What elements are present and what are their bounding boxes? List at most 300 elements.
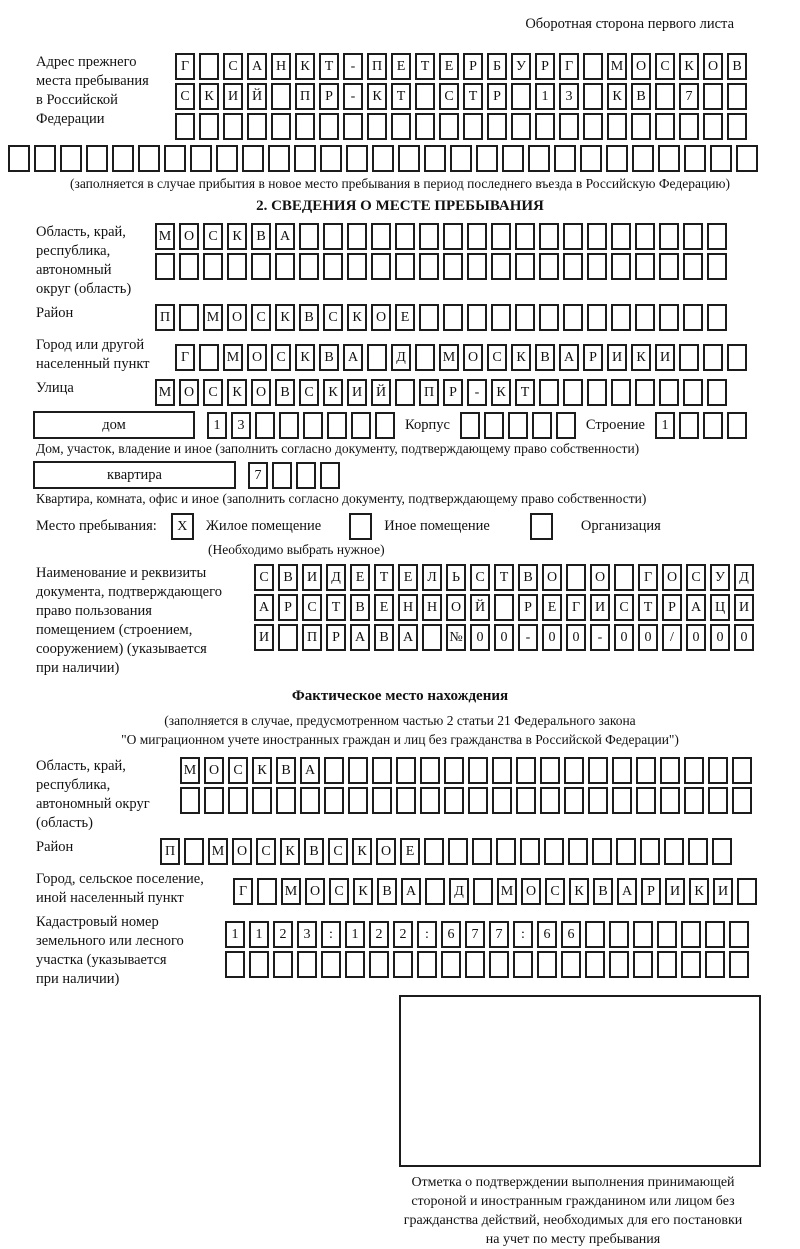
char-box[interactable] [422, 624, 442, 651]
char-box[interactable]: А [343, 344, 363, 371]
char-box[interactable]: И [655, 344, 675, 371]
char-box[interactable] [492, 757, 512, 784]
char-box[interactable]: С [302, 594, 322, 621]
char-box[interactable] [684, 145, 706, 172]
char-box[interactable] [467, 253, 487, 280]
char-box[interactable]: О [542, 564, 562, 591]
char-box[interactable] [367, 344, 387, 371]
char-box[interactable] [655, 83, 675, 110]
char-box[interactable] [612, 787, 632, 814]
char-box[interactable]: Й [371, 379, 391, 406]
char-box[interactable]: 3 [559, 83, 579, 110]
char-box[interactable]: 0 [566, 624, 586, 651]
char-box[interactable]: А [559, 344, 579, 371]
char-box[interactable] [420, 757, 440, 784]
char-box[interactable] [443, 304, 463, 331]
char-box[interactable] [539, 253, 559, 280]
char-box[interactable]: П [302, 624, 322, 651]
char-box[interactable] [190, 145, 212, 172]
char-box[interactable] [611, 253, 631, 280]
char-box[interactable] [441, 951, 461, 978]
char-box[interactable]: 0 [470, 624, 490, 651]
char-box[interactable] [683, 379, 703, 406]
char-box[interactable] [566, 564, 586, 591]
char-box[interactable]: Г [638, 564, 658, 591]
char-box[interactable] [476, 145, 498, 172]
char-box[interactable] [732, 757, 752, 784]
char-box[interactable] [450, 145, 472, 172]
char-box[interactable] [635, 223, 655, 250]
checkbox-other-premises[interactable] [349, 513, 372, 540]
char-box[interactable] [729, 951, 749, 978]
char-box[interactable]: Д [326, 564, 346, 591]
char-box[interactable]: М [497, 878, 517, 905]
char-box[interactable] [180, 787, 200, 814]
char-box[interactable] [271, 113, 291, 140]
char-box[interactable]: Г [233, 878, 253, 905]
char-box[interactable] [425, 878, 445, 905]
char-box[interactable]: 7 [679, 83, 699, 110]
char-box[interactable] [34, 145, 56, 172]
char-box[interactable]: 0 [638, 624, 658, 651]
char-box[interactable] [515, 223, 535, 250]
char-box[interactable]: М [208, 838, 228, 865]
char-box[interactable] [184, 838, 204, 865]
char-box[interactable]: А [617, 878, 637, 905]
char-box[interactable] [484, 412, 504, 439]
char-box[interactable]: - [343, 83, 363, 110]
char-box[interactable]: Р [326, 624, 346, 651]
char-box[interactable]: 1 [655, 412, 675, 439]
char-box[interactable]: 0 [494, 624, 514, 651]
char-box[interactable] [369, 951, 389, 978]
char-box[interactable]: В [377, 878, 397, 905]
char-box[interactable] [539, 379, 559, 406]
char-box[interactable]: Т [494, 564, 514, 591]
char-box[interactable]: : [321, 921, 341, 948]
char-box[interactable] [391, 113, 411, 140]
char-box[interactable] [179, 304, 199, 331]
char-box[interactable]: 3 [297, 921, 317, 948]
char-box[interactable]: П [160, 838, 180, 865]
checkbox-organization[interactable] [530, 513, 553, 540]
char-box[interactable]: 0 [614, 624, 634, 651]
char-box[interactable] [372, 145, 394, 172]
char-box[interactable]: Е [542, 594, 562, 621]
char-box[interactable]: Р [662, 594, 682, 621]
char-box[interactable] [324, 787, 344, 814]
char-box[interactable]: 1 [225, 921, 245, 948]
char-box[interactable] [657, 951, 677, 978]
char-box[interactable]: О [376, 838, 396, 865]
char-box[interactable]: Р [535, 53, 555, 80]
char-box[interactable] [683, 253, 703, 280]
char-box[interactable] [396, 757, 416, 784]
char-box[interactable] [487, 113, 507, 140]
char-box[interactable] [273, 951, 293, 978]
char-box[interactable]: С [686, 564, 706, 591]
char-box[interactable]: 1 [249, 921, 269, 948]
char-box[interactable] [540, 787, 560, 814]
char-box[interactable] [614, 564, 634, 591]
char-box[interactable] [494, 594, 514, 621]
char-box[interactable] [419, 223, 439, 250]
char-box[interactable]: И [347, 379, 367, 406]
char-box[interactable]: Е [400, 838, 420, 865]
char-box[interactable]: К [689, 878, 709, 905]
char-box[interactable]: 6 [561, 921, 581, 948]
char-box[interactable] [681, 921, 701, 948]
char-box[interactable] [563, 379, 583, 406]
char-box[interactable]: С [655, 53, 675, 80]
char-box[interactable]: С [487, 344, 507, 371]
char-box[interactable]: С [175, 83, 195, 110]
char-box[interactable] [539, 223, 559, 250]
char-box[interactable]: К [367, 83, 387, 110]
char-box[interactable] [367, 113, 387, 140]
char-box[interactable] [703, 412, 723, 439]
char-box[interactable]: Д [734, 564, 754, 591]
char-box[interactable]: И [254, 624, 274, 651]
char-box[interactable] [609, 921, 629, 948]
char-box[interactable] [321, 951, 341, 978]
char-box[interactable]: О [227, 304, 247, 331]
char-box[interactable]: О [662, 564, 682, 591]
char-box[interactable]: С [545, 878, 565, 905]
char-box[interactable] [467, 304, 487, 331]
char-box[interactable]: О [631, 53, 651, 80]
char-box[interactable] [659, 223, 679, 250]
char-box[interactable] [299, 223, 319, 250]
char-box[interactable] [398, 145, 420, 172]
char-box[interactable]: : [513, 921, 533, 948]
char-box[interactable] [712, 838, 732, 865]
char-box[interactable] [655, 113, 675, 140]
char-box[interactable]: Т [391, 83, 411, 110]
char-box[interactable]: К [227, 379, 247, 406]
char-box[interactable]: И [223, 83, 243, 110]
char-box[interactable] [491, 304, 511, 331]
char-box[interactable] [732, 787, 752, 814]
char-box[interactable]: О [179, 223, 199, 250]
char-box[interactable]: А [247, 53, 267, 80]
char-box[interactable]: К [631, 344, 651, 371]
char-box[interactable] [242, 145, 264, 172]
char-box[interactable] [272, 462, 292, 489]
char-box[interactable] [251, 253, 271, 280]
char-box[interactable] [540, 757, 560, 784]
char-box[interactable] [585, 951, 605, 978]
char-box[interactable]: Е [398, 564, 418, 591]
char-box[interactable] [489, 951, 509, 978]
char-box[interactable]: О [703, 53, 723, 80]
char-box[interactable] [299, 253, 319, 280]
char-box[interactable]: Е [439, 53, 459, 80]
char-box[interactable] [395, 253, 415, 280]
char-box[interactable]: Р [319, 83, 339, 110]
char-box[interactable] [371, 223, 391, 250]
char-box[interactable] [727, 113, 747, 140]
char-box[interactable] [203, 253, 223, 280]
char-box[interactable]: К [353, 878, 373, 905]
char-box[interactable] [395, 379, 415, 406]
char-box[interactable] [631, 113, 651, 140]
char-box[interactable]: 6 [441, 921, 461, 948]
char-box[interactable] [227, 253, 247, 280]
char-box[interactable]: О [521, 878, 541, 905]
char-box[interactable] [271, 83, 291, 110]
char-box[interactable]: Н [398, 594, 418, 621]
char-box[interactable] [175, 113, 195, 140]
char-box[interactable] [587, 304, 607, 331]
char-box[interactable]: М [155, 223, 175, 250]
char-box[interactable]: М [223, 344, 243, 371]
char-box[interactable]: В [299, 304, 319, 331]
char-box[interactable] [448, 838, 468, 865]
char-box[interactable]: Й [470, 594, 490, 621]
char-box[interactable] [345, 951, 365, 978]
char-box[interactable] [257, 878, 277, 905]
char-box[interactable]: Б [487, 53, 507, 80]
char-box[interactable]: К [347, 304, 367, 331]
char-box[interactable] [587, 253, 607, 280]
char-box[interactable] [420, 787, 440, 814]
char-box[interactable]: У [710, 564, 730, 591]
char-box[interactable]: Е [374, 594, 394, 621]
char-box[interactable] [323, 253, 343, 280]
char-box[interactable] [616, 838, 636, 865]
char-box[interactable] [295, 113, 315, 140]
char-box[interactable]: Г [175, 344, 195, 371]
char-box[interactable] [393, 951, 413, 978]
char-box[interactable]: К [280, 838, 300, 865]
char-box[interactable] [324, 757, 344, 784]
char-box[interactable] [660, 787, 680, 814]
char-box[interactable] [659, 304, 679, 331]
char-box[interactable]: В [518, 564, 538, 591]
char-box[interactable] [633, 921, 653, 948]
char-box[interactable] [635, 304, 655, 331]
char-box[interactable]: А [350, 624, 370, 651]
char-box[interactable]: Е [350, 564, 370, 591]
char-box[interactable]: 1 [535, 83, 555, 110]
char-box[interactable]: С [251, 304, 271, 331]
char-box[interactable] [640, 838, 660, 865]
char-box[interactable]: В [304, 838, 324, 865]
char-box[interactable]: К [323, 379, 343, 406]
char-box[interactable]: И [302, 564, 322, 591]
char-box[interactable] [684, 757, 704, 784]
char-box[interactable] [424, 145, 446, 172]
char-box[interactable]: А [686, 594, 706, 621]
char-box[interactable]: 0 [686, 624, 706, 651]
char-box[interactable]: О [204, 757, 224, 784]
char-box[interactable]: Л [422, 564, 442, 591]
char-box[interactable]: Е [395, 304, 415, 331]
char-box[interactable] [223, 113, 243, 140]
char-box[interactable]: А [401, 878, 421, 905]
char-box[interactable]: А [275, 223, 295, 250]
char-box[interactable] [515, 304, 535, 331]
char-box[interactable]: В [276, 757, 296, 784]
char-box[interactable]: С [329, 878, 349, 905]
char-box[interactable]: С [328, 838, 348, 865]
char-box[interactable] [588, 787, 608, 814]
char-box[interactable] [703, 344, 723, 371]
char-box[interactable]: 0 [710, 624, 730, 651]
char-box[interactable] [707, 223, 727, 250]
checkbox-residential[interactable]: X [171, 513, 194, 540]
char-box[interactable] [179, 253, 199, 280]
char-box[interactable]: С [323, 304, 343, 331]
char-box[interactable] [683, 223, 703, 250]
char-box[interactable]: К [679, 53, 699, 80]
char-box[interactable] [278, 624, 298, 651]
char-box[interactable] [468, 757, 488, 784]
char-box[interactable]: С [299, 379, 319, 406]
char-box[interactable] [460, 412, 480, 439]
char-box[interactable] [679, 412, 699, 439]
char-box[interactable] [511, 83, 531, 110]
char-box[interactable] [658, 145, 680, 172]
char-box[interactable]: В [350, 594, 370, 621]
char-box[interactable]: О [590, 564, 610, 591]
char-box[interactable]: Г [175, 53, 195, 80]
char-box[interactable]: В [275, 379, 295, 406]
char-box[interactable] [463, 113, 483, 140]
char-box[interactable] [611, 223, 631, 250]
char-box[interactable] [228, 787, 248, 814]
char-box[interactable] [705, 951, 725, 978]
char-box[interactable] [294, 145, 316, 172]
char-box[interactable]: 7 [248, 462, 268, 489]
char-box[interactable] [444, 787, 464, 814]
char-box[interactable] [249, 951, 269, 978]
char-box[interactable] [492, 787, 512, 814]
char-box[interactable]: С [254, 564, 274, 591]
char-box[interactable]: 3 [231, 412, 251, 439]
char-box[interactable] [707, 304, 727, 331]
char-box[interactable] [736, 145, 758, 172]
char-box[interactable] [465, 951, 485, 978]
char-box[interactable]: Р [463, 53, 483, 80]
house-box[interactable]: дом [33, 411, 195, 439]
char-box[interactable]: В [631, 83, 651, 110]
char-box[interactable]: Н [271, 53, 291, 80]
char-box[interactable]: И [734, 594, 754, 621]
char-box[interactable] [275, 253, 295, 280]
char-box[interactable]: Н [422, 594, 442, 621]
char-box[interactable] [559, 113, 579, 140]
char-box[interactable] [417, 951, 437, 978]
char-box[interactable] [86, 145, 108, 172]
char-box[interactable]: К [199, 83, 219, 110]
char-box[interactable] [199, 113, 219, 140]
char-box[interactable]: Т [374, 564, 394, 591]
char-box[interactable]: Т [326, 594, 346, 621]
char-box[interactable] [583, 53, 603, 80]
char-box[interactable]: И [665, 878, 685, 905]
char-box[interactable] [561, 951, 581, 978]
char-box[interactable]: С [256, 838, 276, 865]
char-box[interactable]: 0 [542, 624, 562, 651]
char-box[interactable] [727, 83, 747, 110]
char-box[interactable]: Р [443, 379, 463, 406]
char-box[interactable] [199, 53, 219, 80]
char-box[interactable] [727, 412, 747, 439]
char-box[interactable] [347, 253, 367, 280]
char-box[interactable]: К [491, 379, 511, 406]
char-box[interactable] [467, 223, 487, 250]
char-box[interactable]: В [593, 878, 613, 905]
char-box[interactable]: О [251, 379, 271, 406]
char-box[interactable] [472, 838, 492, 865]
char-box[interactable] [351, 412, 371, 439]
char-box[interactable] [320, 462, 340, 489]
char-box[interactable] [415, 83, 435, 110]
char-box[interactable]: Т [515, 379, 535, 406]
char-box[interactable] [216, 145, 238, 172]
char-box[interactable] [659, 253, 679, 280]
char-box[interactable]: О [446, 594, 466, 621]
char-box[interactable] [511, 113, 531, 140]
char-box[interactable] [592, 838, 612, 865]
char-box[interactable] [703, 83, 723, 110]
char-box[interactable] [707, 253, 727, 280]
char-box[interactable]: / [662, 624, 682, 651]
apartment-box[interactable]: квартира [33, 461, 236, 489]
char-box[interactable] [372, 757, 392, 784]
char-box[interactable] [348, 787, 368, 814]
char-box[interactable] [705, 921, 725, 948]
char-box[interactable] [703, 113, 723, 140]
char-box[interactable] [708, 757, 728, 784]
char-box[interactable]: Г [566, 594, 586, 621]
char-box[interactable] [319, 113, 339, 140]
char-box[interactable] [491, 253, 511, 280]
char-box[interactable] [568, 838, 588, 865]
char-box[interactable] [554, 145, 576, 172]
char-box[interactable]: Д [391, 344, 411, 371]
char-box[interactable] [606, 145, 628, 172]
char-box[interactable] [395, 223, 415, 250]
char-box[interactable]: О [247, 344, 267, 371]
char-box[interactable]: М [203, 304, 223, 331]
char-box[interactable] [155, 253, 175, 280]
char-box[interactable]: С [223, 53, 243, 80]
char-box[interactable]: С [203, 379, 223, 406]
char-box[interactable]: - [590, 624, 610, 651]
char-box[interactable] [535, 113, 555, 140]
char-box[interactable]: К [227, 223, 247, 250]
char-box[interactable]: - [518, 624, 538, 651]
char-box[interactable] [564, 757, 584, 784]
char-box[interactable] [296, 462, 316, 489]
char-box[interactable] [688, 838, 708, 865]
char-box[interactable]: М [281, 878, 301, 905]
char-box[interactable] [347, 223, 367, 250]
char-box[interactable] [424, 838, 444, 865]
char-box[interactable]: И [713, 878, 733, 905]
char-box[interactable]: Ь [446, 564, 466, 591]
char-box[interactable] [563, 304, 583, 331]
char-box[interactable] [657, 921, 677, 948]
char-box[interactable]: 2 [273, 921, 293, 948]
char-box[interactable]: 7 [465, 921, 485, 948]
char-box[interactable]: Е [391, 53, 411, 80]
char-box[interactable] [372, 787, 392, 814]
char-box[interactable] [204, 787, 224, 814]
